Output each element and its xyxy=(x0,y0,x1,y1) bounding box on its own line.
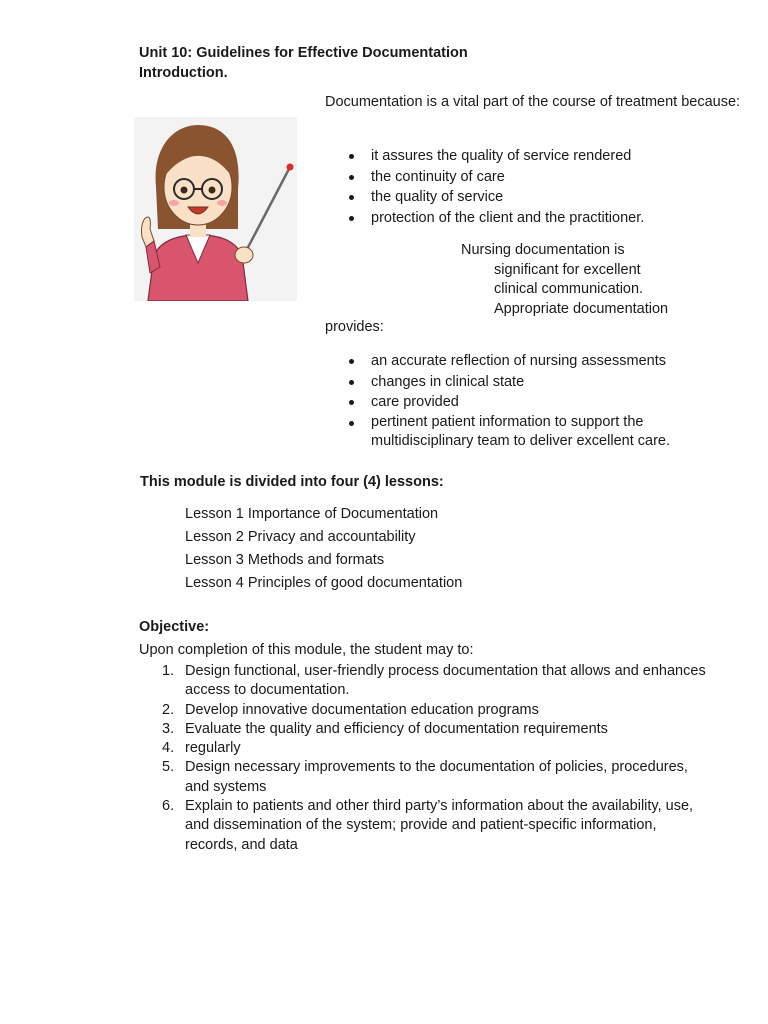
list-item: it assures the quality of service rendered xyxy=(325,146,741,167)
section-title: Introduction. xyxy=(139,65,228,81)
list-item: 6. Explain to patients and other third party’s information about the availability, use, and dissemination of the system; provide and patient-specific information, records, and data xyxy=(162,798,694,853)
list-item: pertinent patient information to support the multidisciplinary team to deliver excellent care. xyxy=(325,413,741,452)
nursing-documentation-text: Nursing documentation is significant for excellent clinical communication. Appropriate documentation xyxy=(461,242,669,317)
objective-lead: Upon completion of this module, the student may to: xyxy=(139,642,474,658)
list-item: the quality of service xyxy=(325,187,741,208)
reasons-list xyxy=(325,146,741,228)
objective-heading: Objective: xyxy=(139,619,210,635)
document-header xyxy=(139,43,468,83)
unit-title: Unit 10: Guidelines for Effective Documentation xyxy=(139,45,468,61)
list-item: protection of the client and the practitioner. xyxy=(325,208,741,229)
provides-label: provides: xyxy=(325,319,384,335)
list-item: Lesson 4 Principles of good documentation xyxy=(185,575,463,591)
intro-paragraph: Documentation is a vital part of the course of treatment because: xyxy=(325,94,741,110)
list-item: Lesson 2 Privacy and accountability xyxy=(185,529,416,545)
list-item: an accurate reflection of nursing assessments xyxy=(325,351,741,372)
teacher-illustration xyxy=(134,117,297,301)
lessons-list xyxy=(185,503,462,595)
list-item: the continuity of care xyxy=(325,167,741,188)
module-heading: This module is divided into four (4) lessons: xyxy=(140,474,444,490)
list-item: 4. regularly xyxy=(162,740,241,757)
provides-list xyxy=(325,351,741,452)
objectives-list xyxy=(139,662,709,855)
list-item: 3. Evaluate the quality and efficiency of documentation requirements xyxy=(162,720,608,737)
list-item: Lesson 3 Methods and formats xyxy=(185,552,385,568)
list-item: Lesson 1 Importance of Documentation xyxy=(185,506,439,522)
list-item: care provided xyxy=(325,392,741,413)
teacher-with-pointer-icon xyxy=(134,117,297,301)
list-item: 1. Design functional, user-friendly process documentation that allows and enhances access to documentation. xyxy=(162,663,706,699)
list-item: changes in clinical state xyxy=(325,372,741,393)
list-item: 5. Design necessary improvements to the documentation of policies, procedures, and systems xyxy=(162,759,688,795)
list-item: 2. Develop innovative documentation education programs xyxy=(162,701,539,718)
